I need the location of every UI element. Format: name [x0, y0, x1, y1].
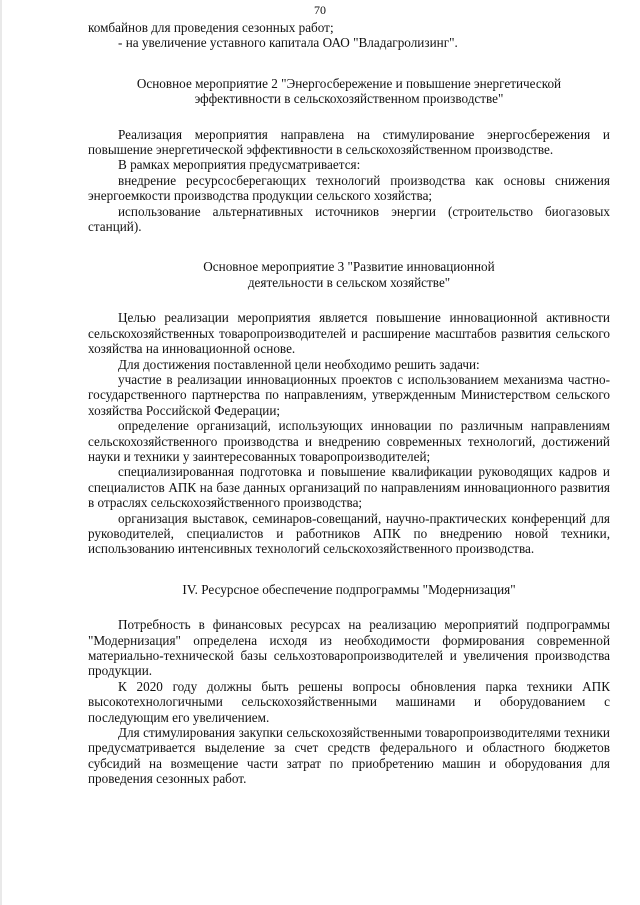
section2-paragraph: В рамках мероприятия предусматривается:: [118, 157, 361, 173]
section3-paragraph: организация выставок, семинаров-совещаний, научно-практических конференций для руководителей, специалистов и работников АПК по внедрению новой техники, использованию интенсивных технологий сельскохозяйственного производства.: [88, 510, 610, 557]
section4-paragraph: Потребность в финансовых ресурсах на реализацию мероприятий подпрограммы "Модернизация" определена исходя из необходимости формирования современной материально-технической базы сельхозтоваропроизводителей и увеличения производства продукции.: [88, 617, 610, 679]
intro-line-1: комбайнов для проведения сезонных работ;: [88, 20, 334, 35]
document-body: [88, 20, 610, 787]
section2-paragraph: внедрение ресурсосберегающих технологий производства как основы снижения энергоемкости производства продукции сельского хозяйства;: [88, 172, 610, 204]
section4-heading: IV. Ресурсное обеспечение подпрограммы "Модернизация": [182, 581, 516, 597]
scan-edge: [0, 0, 2, 905]
section3-paragraph: Целью реализации мероприятия является повышение инновационной активности сельскохозяйственных товаропроизводителей и расширение масштабов развития сельского хозяйства на инновационной основе.: [88, 310, 610, 357]
intro-line-2: - на увеличение уставного капитала ОАО "Владагролизинг".: [118, 35, 458, 51]
section2-heading: Основное мероприятие 2 "Энергосбережение и повышение энергетической эффективности в сельскохозяйственном производстве": [136, 75, 562, 107]
section2-paragraph: Реализация мероприятия направлена на стимулирование энергосбережения и повышение энергетической эффективности в сельскохозяйственном производстве.: [88, 126, 610, 158]
section4-paragraph: К 2020 году должны быть решены вопросы обновления парка техники АПК высокотехнологичными сельскохозяйственными машинами и оборудованием с последующим его увеличением.: [88, 678, 610, 725]
section3-heading: Основное мероприятие 3 "Развитие инновационной деятельности в сельском хозяйстве": [203, 259, 495, 290]
section2-paragraph: использование альтернативных источников энергии (строительство биогазовых станций).: [88, 203, 610, 235]
section3-paragraph: специализированная подготовка и повышение квалификации руководящих кадров и специалистов АПК на базе данных организаций по направлениям инновационного развития в отраслях сельскохозяйственного производства;: [88, 464, 610, 511]
section3-paragraph: Для достижения поставленной цели необходимо решить задачи:: [118, 356, 480, 372]
page-number: 70: [314, 3, 326, 17]
section3-paragraph: участие в реализации инновационных проектов с использованием механизма частно-государственного партнерства по направлениям, утвержденным Министерством сельского хозяйства Российской Федерации;: [88, 371, 610, 418]
section4-paragraph: Для стимулирования закупки сельскохозяйственными товаропроизводителями техники предусматривается выделение за счет средств федерального и областного бюджетов субсидий на возмещение части затрат по приобретению машин и оборудования для проведения сезонных работ.: [88, 725, 610, 787]
section3-paragraph: определение организаций, использующих инновации по различным направлениям сельскохозяйственного производства и внедрению современных технологий, достижений науки и техники у заинтересованных товаропроизводителей;: [88, 418, 610, 464]
